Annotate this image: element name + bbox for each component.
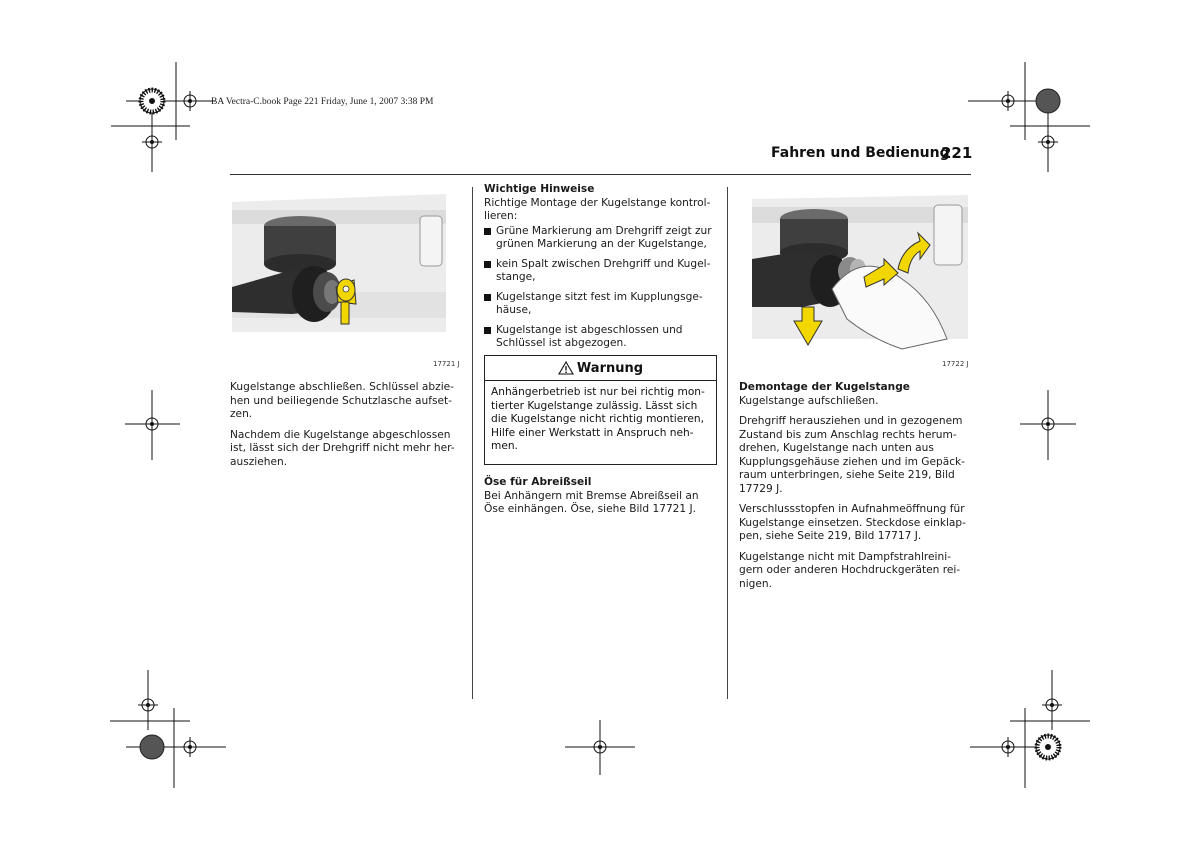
right-paragraph-3: Kugelstange nicht mit Dampfstrahlreini-gern oder anderen Hochdruckgeräten rei-nigen. bbox=[739, 550, 961, 590]
column-divider-left bbox=[472, 187, 473, 699]
notes-heading: Wichtige Hinweise bbox=[484, 183, 595, 195]
removal-heading: Demontage der Kugelstange bbox=[739, 381, 910, 393]
towbar-removal-illustration bbox=[752, 189, 968, 357]
warning-title: Warnung bbox=[576, 360, 644, 376]
middle-column bbox=[484, 183, 718, 357]
page-number: 221 bbox=[941, 144, 973, 162]
book-info: BA Vectra-C.book Page 221 Friday, June 1, 2007 3:38 PM bbox=[211, 97, 434, 107]
figure-number-right: 17722 J bbox=[942, 360, 969, 368]
figure-number-left: 17721 J bbox=[433, 360, 460, 368]
right-column bbox=[739, 381, 971, 598]
right-paragraph-2: Verschlussstopfen in Aufnahmeöffnung für Kugelstange einsetzen. Steckdose einklap-pen, siehe Seite 219, Bild 17717 J. bbox=[739, 503, 966, 542]
right-paragraph-1: Drehgriff herausziehen und in gezogenem Zustand bis zum Anschlag rechts herum-drehen, Kugelstange nach unten aus Kupplungsgehäuse ziehen und im Gepäck-raum unterbringen, siehe Seite 219, Bild 17729 J. bbox=[739, 415, 965, 495]
bullet-item: kein Spalt zwischen Drehgriff und Kugel-stange, bbox=[484, 258, 718, 285]
eye-heading: Öse für Abreißseil bbox=[484, 476, 592, 488]
left-text bbox=[230, 381, 460, 476]
bullet-item: Kugelstange ist abgeschlossen und Schlüssel ist abgezogen. bbox=[484, 324, 718, 351]
warning-box bbox=[484, 355, 717, 465]
column-divider-right bbox=[727, 187, 728, 699]
left-paragraph-2: Nachdem die Kugelstange abgeschlossen ist, lässt sich der Drehgriff nicht mehr her-ausziehen. bbox=[230, 428, 455, 468]
warning-text: Anhängerbetrieb ist nur bei richtig mon-tierter Kugelstange zulässig. Lässt sich die Kugelstange nicht richtig montieren, Hilfe einer Werkstatt in Anspruch neh-men. bbox=[491, 386, 705, 452]
section-title: Fahren und Bedienung bbox=[771, 145, 950, 161]
towbar-lock-illustration bbox=[232, 192, 446, 344]
eye-text: Bei Anhängern mit Bremse Abreißseil an Öse einhängen. Öse, siehe Bild 17721 J. bbox=[484, 489, 699, 515]
bullet-item: Grüne Markierung am Drehgriff zeigt zur grünen Markierung an der Kugelstange, bbox=[484, 225, 718, 252]
bullet-item: Kugelstange sitzt fest im Kupplungsge-häuse, bbox=[484, 291, 718, 318]
left-paragraph-1: Kugelstange abschließen. Schlüssel abzie-hen und beiliegende Schutzlasche aufset-zen. bbox=[230, 381, 454, 420]
warning-triangle-icon bbox=[558, 361, 574, 375]
notes-intro: Richtige Montage der Kugelstange kontrol-lieren: bbox=[484, 196, 711, 222]
eye-section bbox=[484, 476, 718, 517]
removal-intro: Kugelstange aufschließen. bbox=[739, 394, 879, 407]
warning-header bbox=[485, 356, 716, 381]
header-rule bbox=[230, 174, 971, 175]
